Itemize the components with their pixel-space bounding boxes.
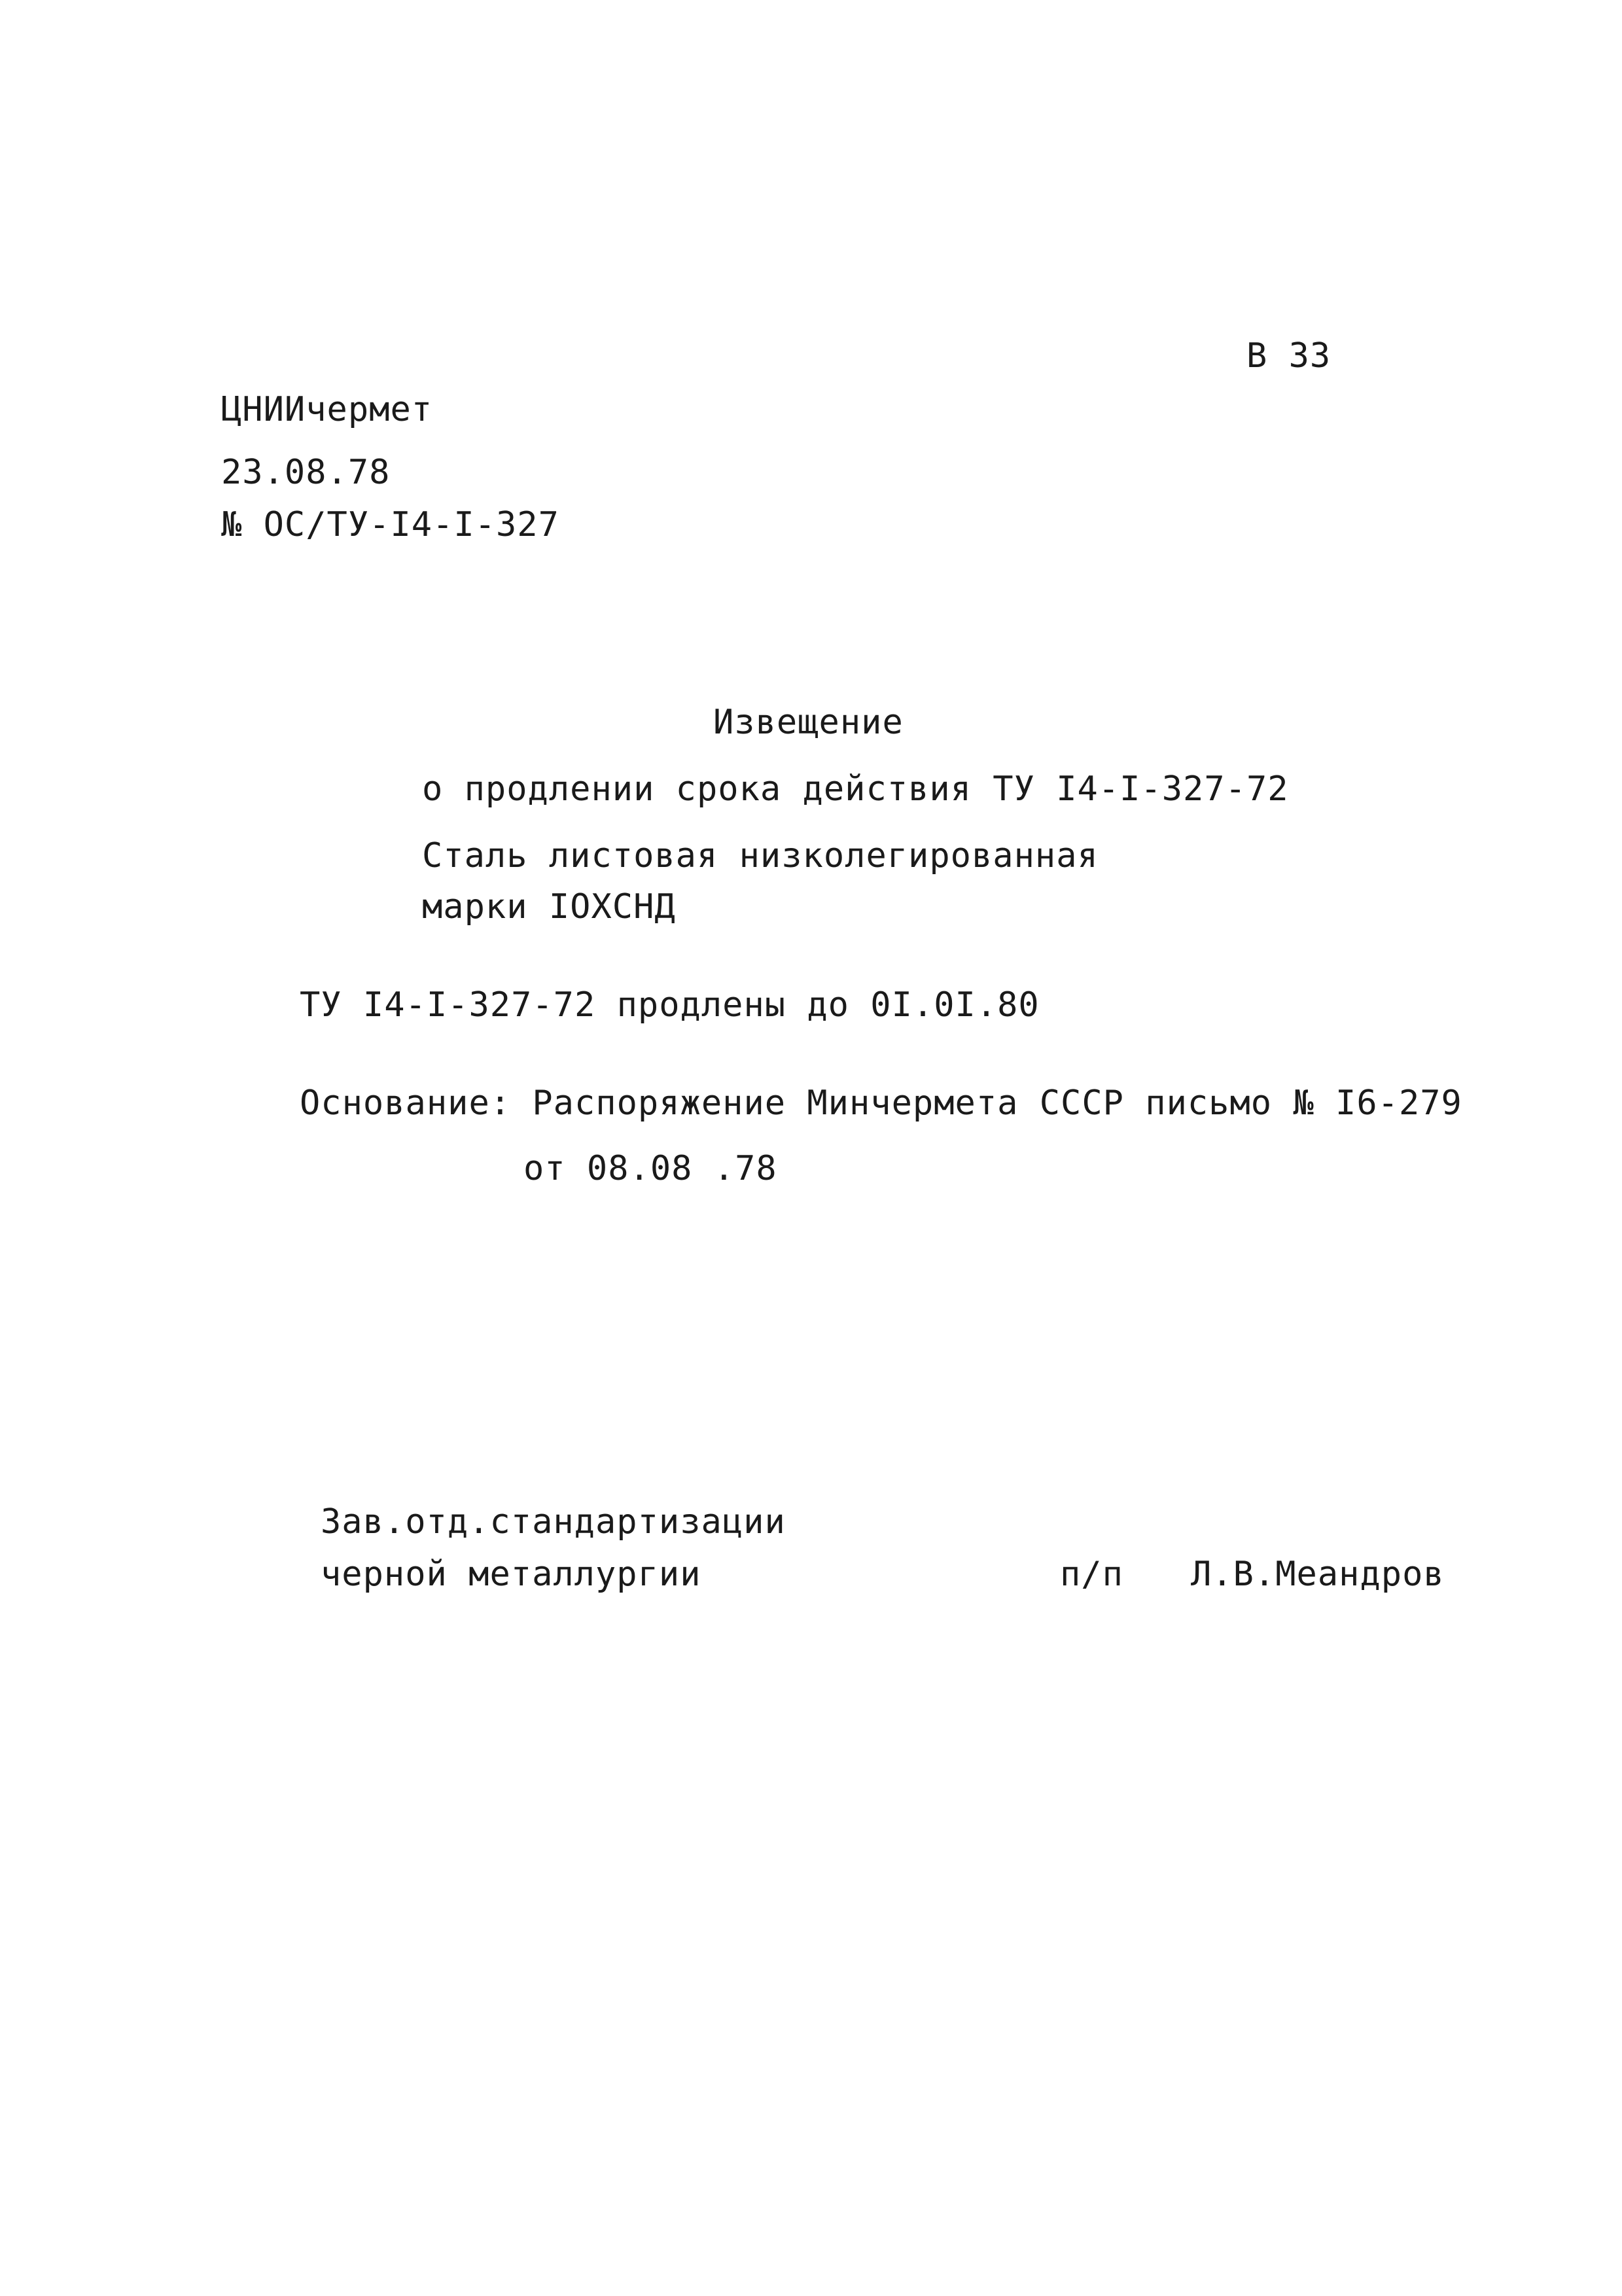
signer-position-line-1: Зав.отд.стандартизации (321, 1502, 786, 1542)
organization-name: ЦНИИчермет (221, 390, 433, 429)
product-description-line-2: марки IОХСНД (422, 887, 676, 927)
basis-statement: Основание: Распоряжение Минчермета СССР письмо № I6-279 (300, 1084, 1462, 1123)
product-description-line-1: Сталь листовая низколегированная (422, 836, 1099, 875)
document-date: 23.08.78 (221, 453, 391, 492)
extension-statement: ТУ I4-I-327-72 продлены до 0I.0I.80 (300, 985, 1040, 1025)
notice-subtitle: о продлении срока действия ТУ I4-I-327-72 (422, 769, 1289, 809)
document-code: В 33 (1246, 336, 1331, 376)
signer-name: Л.В.Меандров (1191, 1555, 1445, 1594)
notice-title: Извещение (713, 703, 904, 742)
signature-mark: п/п (1060, 1555, 1123, 1594)
signer-position-line-2: черной металлургии (321, 1555, 701, 1594)
document-number: № ОС/ТУ-I4-I-327 (221, 505, 559, 544)
basis-date: от 08.08 .78 (523, 1149, 777, 1188)
